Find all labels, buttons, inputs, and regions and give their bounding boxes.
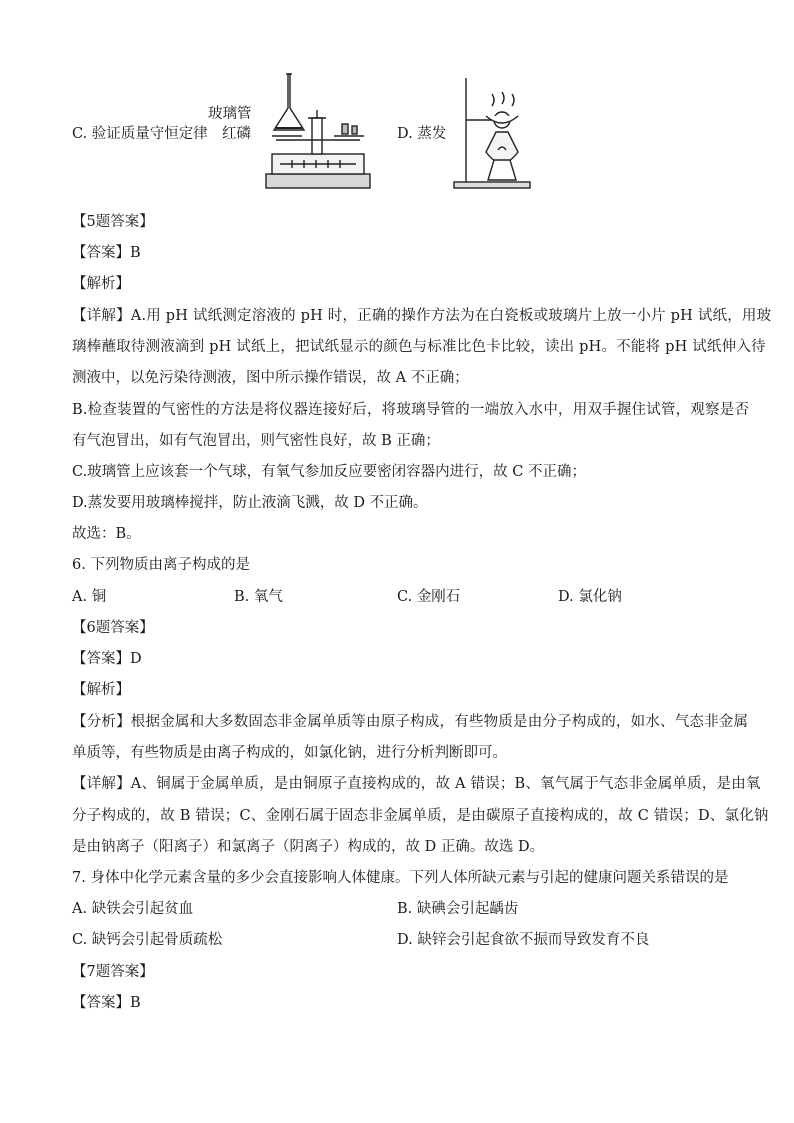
q5-detail-line: 有气泡冒出，如有气泡冒出，则气密性良好，故 B 正确；	[72, 433, 440, 449]
q5-answer-header: 【5题答案】	[72, 214, 154, 230]
q7-option-b: B. 缺碘会引起龋齿	[397, 901, 519, 917]
evaporation-apparatus-figure	[452, 76, 532, 192]
q7-option-d: D. 缺锌会引起食欲不振而导致发育不良	[397, 932, 650, 948]
q6-option-a: A. 铜	[72, 589, 107, 605]
q5-detail-line: 【详解】A.用 pH 试纸测定溶液的 pH 时，正确的操作方法为在白瓷板或玻璃片上放一小片 pH 试纸，用玻	[72, 308, 772, 324]
q6-detail-line: 【详解】A、铜属于金属单质，是由铜原子直接构成的，故 A 错误；B、氧气属于气态非金属单质，是由氧	[72, 776, 761, 792]
q5-answer: 【答案】B	[72, 245, 141, 261]
q7-answer: 【答案】B	[72, 995, 141, 1011]
q6-detail-line: 是由钠离子（阳离子）和氯离子（阴离子）构成的，故 D 正确。故选 D。	[72, 839, 545, 855]
q5-detail-line: 测液中，以免污染待测液，图中所示操作错误，故 A 不正确；	[72, 370, 469, 386]
q6-analysis-line: 单质等，有些物质是由离子构成的，如氯化钠，进行分析判断即可。	[72, 745, 507, 761]
option-c-figure-label: C. 验证质量守恒定律	[72, 126, 208, 142]
q5-detail-line: C.玻璃管上应该套一个气球，有氧气参加反应要密闭容器内进行，故 C 不正确；	[72, 464, 586, 480]
q6-option-b: B. 氧气	[234, 589, 283, 605]
q5-detail-line: B.检查装置的气密性的方法是将仪器连接好后，将玻璃导管的一端放入水中，用双手握住试管，观察是否	[72, 402, 750, 418]
balance-apparatus-figure	[262, 70, 374, 192]
q5-detail-line: 故选：B。	[72, 526, 141, 542]
q6-option-d: D. 氯化钠	[558, 589, 622, 605]
q7-question: 7. 身体中化学元素含量的多少会直接影响人体健康。下列人体所缺元素与引起的健康问题关系错误的是	[72, 870, 729, 886]
q6-detail-line: 分子构成的，故 B 错误；C、金刚石属于固态非金属单质，是由碳原子直接构成的，故 C 错误；D、氯化钠	[72, 808, 769, 824]
q6-answer: 【答案】D	[72, 651, 142, 667]
q7-option-c: C. 缺钙会引起骨质疏松	[72, 932, 223, 948]
label-glass-tube: 玻璃管	[208, 106, 252, 122]
q5-detail-line: 璃棒蘸取待测液滴到 pH 试纸上，把试纸显示的颜色与标准比色卡比较，读出 pH。不能将 pH 试纸伸入待	[72, 339, 766, 355]
q6-analysis-header: 【解析】	[72, 682, 130, 698]
label-red-phosphorus: 红磷	[222, 126, 251, 142]
q7-answer-header: 【7题答案】	[72, 964, 154, 980]
q5-analysis-header: 【解析】	[72, 276, 130, 292]
q7-option-a: A. 缺铁会引起贫血	[72, 901, 194, 917]
q6-question: 6. 下列物质由离子构成的是	[72, 557, 250, 573]
q6-answer-header: 【6题答案】	[72, 620, 154, 636]
q5-detail-line: D.蒸发要用玻璃棒搅拌，防止液滴飞溅，故 D 不正确。	[72, 495, 428, 511]
q6-analysis-line: 【分析】根据金属和大多数固态非金属单质等由原子构成，有些物质是由分子构成的，如水、气态非金属	[72, 714, 749, 730]
q6-option-c: C. 金刚石	[397, 589, 461, 605]
option-d-figure-label: D. 蒸发	[397, 126, 447, 142]
